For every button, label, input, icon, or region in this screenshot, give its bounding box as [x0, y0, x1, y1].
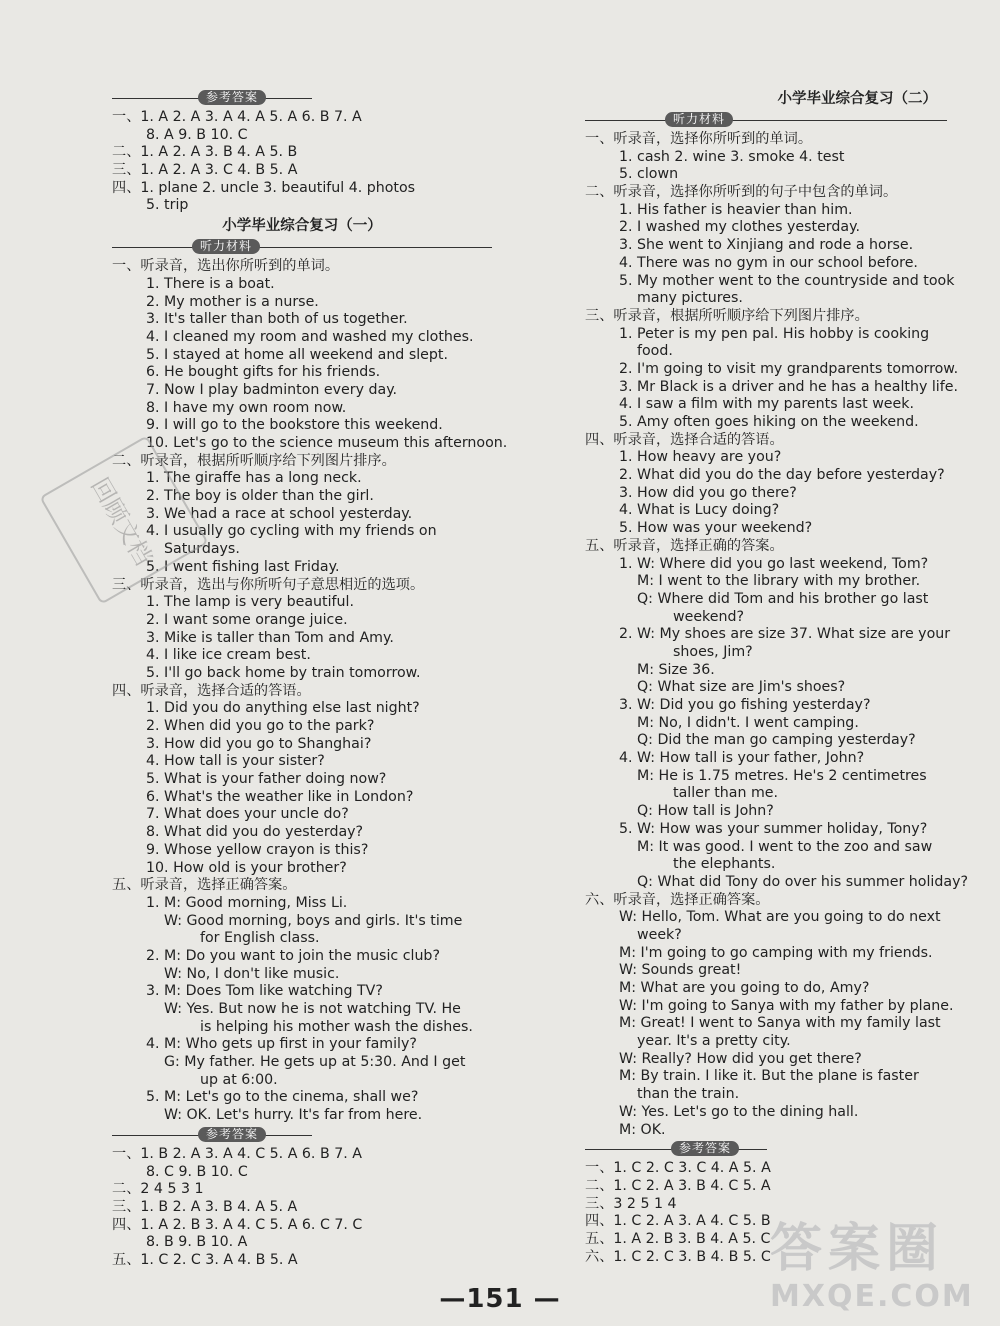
- listening-line: 3. We had a race at school yesterday.: [146, 505, 413, 522]
- listening-line: 4. I cleaned my room and washed my clothes.: [146, 328, 474, 345]
- listening-line: 1. The giraffe has a long neck.: [146, 470, 362, 487]
- listening-line: 4. I usually go cycling with my friends on: [146, 523, 437, 540]
- section-title-review-1: 小学毕业综合复习（一）: [222, 218, 382, 235]
- answers-label: 参考答案: [198, 1127, 266, 1142]
- dialogue-line: Q: How tall is John?: [637, 803, 774, 820]
- dialogue-line: 5. W: How was your summer holiday, Tony?: [619, 820, 928, 837]
- listening-line: 5. What is your father doing now?: [146, 771, 387, 788]
- listening-line: 5. I stayed at home all weekend and slept.: [146, 346, 448, 363]
- dialogue-line: Q: What did Tony do over his summer holiday?: [637, 873, 968, 890]
- dialogue-line: M: It was good. I went to the zoo and saw: [637, 838, 933, 855]
- listening-line: 1. Did you do anything else last night?: [146, 700, 420, 717]
- listening-line: 8. I have my own room now.: [146, 399, 347, 416]
- dialogue-line: 1. M: Good morning, Miss Li.: [146, 894, 348, 911]
- answer-line: 五、1. C 2. C 3. A 4. B 5. A: [112, 1251, 298, 1268]
- answer-line: 一、1. B 2. A 3. A 4. C 5. A 6. B 7. A: [112, 1145, 362, 1162]
- answer-line: 四、1. C 2. A 3. A 4. C 5. B: [585, 1213, 771, 1230]
- dialogue-line: 3. W: Did you go fishing yesterday?: [619, 697, 871, 713]
- dialogue-line: for English class.: [200, 930, 320, 947]
- listening-label: 听力材料: [665, 112, 733, 127]
- dialogue-line: up at 6:00.: [200, 1071, 278, 1088]
- left-column: [112, 88, 508, 1270]
- listening-line: 7. What does your uncle do?: [146, 806, 349, 823]
- watermark-logo-text: 答案圈: [770, 1219, 945, 1279]
- listening-line: 10. Let's go to the science museum this afternoon.: [146, 435, 508, 451]
- dialogue-line: 2. M: Do you want to join the music club?: [146, 947, 440, 964]
- answer-line: 五、1. A 2. B 3. B 4. A 5. C: [585, 1230, 771, 1247]
- dialogue-line: M: What are you going to do, Amy?: [619, 980, 870, 996]
- listening-line: 2. I'm going to visit my grandparents tomorrow.: [619, 360, 959, 377]
- faded-stamp: 回顾文档: [39, 435, 208, 604]
- dialogue-line: is helping his mother wash the dishes.: [200, 1018, 473, 1035]
- listening-line: 9. Whose yellow crayon is this?: [146, 841, 369, 858]
- listening-line: 7. Now I play badminton every day.: [146, 381, 398, 398]
- listening-line: 4. I like ice cream best.: [146, 647, 311, 664]
- listening-banner: [585, 112, 947, 128]
- exercise-heading: 六、听录音，选择正确答案。: [585, 891, 770, 908]
- right-column: [585, 88, 968, 1266]
- exercise-heading: 四、听录音，选择合适的答语。: [585, 431, 784, 448]
- exercise-heading: 五、听录音，选择正确答案。: [112, 877, 297, 894]
- listening-line: many pictures.: [637, 290, 743, 307]
- dialogue-line: M: Size 36.: [637, 661, 715, 678]
- answer-line: 一、1. A 2. A 3. A 4. A 5. A 6. B 7. A: [112, 109, 362, 125]
- listening-line: 5. I'll go back home by train tomorrow.: [146, 664, 421, 681]
- answer-line: 一、1. C 2. C 3. C 4. A 5. A: [585, 1160, 771, 1177]
- dialogue-line: weekend?: [673, 608, 745, 625]
- dialogue-line: shoes, Jim?: [673, 643, 753, 660]
- exercise-heading: 三、听录音，根据所听顺序给下列图片排序。: [585, 307, 869, 324]
- answer-line: 四、1. plane 2. uncle 3. beautiful 4. photos: [112, 179, 416, 196]
- dialogue-line: M: I'm going to go camping with my friends.: [619, 944, 933, 961]
- dialogue-line: week?: [637, 926, 682, 943]
- answer-line: 二、1. C 2. A 3. B 4. C 5. A: [585, 1177, 771, 1194]
- answer-line: 8. C 9. B 10. C: [146, 1163, 248, 1180]
- listening-line: 1. His father is heavier than him.: [619, 201, 853, 218]
- dialogue-line: W: Hello, Tom. What are you going to do next: [619, 909, 941, 926]
- listening-line: 10. How old is your brother?: [146, 859, 347, 876]
- dialogue-line: W: OK. Let's hurry. It's far from here.: [164, 1107, 423, 1124]
- dialogue-line: W: Really? How did you get there?: [619, 1050, 862, 1067]
- listening-line: 3. How did you go there?: [619, 484, 797, 501]
- answer-line: 8. B 9. B 10. A: [146, 1234, 248, 1251]
- listening-line: 1. The lamp is very beautiful.: [146, 594, 354, 611]
- answer-line: 三、1. A 2. A 3. C 4. B 5. A: [112, 162, 298, 179]
- exercise-heading: 二、听录音，根据所听顺序给下列图片排序。: [112, 452, 396, 469]
- dialogue-line: W: I'm going to Sanya with my father by plane.: [619, 997, 954, 1014]
- listening-line: 3. She went to Xinjiang and rode a horse.: [619, 237, 914, 254]
- dialogue-line: M: He is 1.75 metres. He's 2 centimetres: [637, 767, 927, 784]
- listening-line: 4. I saw a film with my parents last week.: [619, 396, 914, 413]
- listening-line: 5. clown: [619, 166, 679, 183]
- listening-line: 1. There is a boat.: [146, 275, 275, 292]
- listening-label: 听力材料: [192, 239, 260, 254]
- listening-line: 6. What's the weather like in London?: [146, 788, 414, 805]
- listening-line: 3. It's taller than both of us together.: [146, 311, 408, 328]
- dialogue-line: W: Yes. Let's go to the dining hall.: [619, 1103, 859, 1120]
- listening-line: 3. Mr Black is a driver and he has a healthy life.: [619, 378, 958, 395]
- dialogue-line: year. It's a pretty city.: [637, 1033, 791, 1050]
- dialogue-line: 2. W: My shoes are size 37. What size are your: [619, 626, 951, 643]
- answer-line: 8. A 9. B 10. C: [146, 126, 248, 143]
- listening-line: 2. The boy is older than the girl.: [146, 488, 374, 505]
- dialogue-line: taller than me.: [673, 785, 779, 802]
- listening-line: 4. What is Lucy doing?: [619, 502, 780, 519]
- watermark-logo: [770, 1218, 1000, 1326]
- answers-banner-top: [112, 90, 492, 106]
- exercise-heading: 二、听录音，选择你所听到的句子中包含的单词。: [585, 184, 898, 201]
- listening-line: 5. I went fishing last Friday.: [146, 558, 340, 575]
- dialogue-line: W: Good morning, boys and girls. It's time: [164, 912, 463, 929]
- listening-line: 2. I washed my clothes yesterday.: [619, 219, 860, 236]
- listening-line: 2. What did you do the day before yesterday?: [619, 467, 945, 484]
- listening-line: 8. What did you do yesterday?: [146, 824, 364, 841]
- listening-banner: [112, 239, 492, 255]
- listening-line: 4. How tall is your sister?: [146, 753, 325, 770]
- dialogue-line: 4. W: How tall is your father, John?: [619, 750, 865, 767]
- answer-line: 三、1. B 2. A 3. B 4. A 5. A: [112, 1198, 298, 1215]
- listening-line: 4. There was no gym in our school before.: [619, 254, 918, 271]
- answer-line: 二、1. A 2. A 3. B 4. A 5. B: [112, 144, 298, 161]
- listening-line: food.: [637, 343, 673, 360]
- listening-line: 2. My mother is a nurse.: [146, 293, 319, 310]
- dialogue-line: than the train.: [637, 1086, 740, 1103]
- answer-line: 六、1. C 2. C 3. B 4. B 5. C: [585, 1248, 771, 1265]
- listening-line: 9. I will go to the bookstore this weekend.: [146, 417, 443, 434]
- listening-line: 2. I want some orange juice.: [146, 611, 348, 628]
- dialogue-line: M: By train. I like it. But the plane is faster: [619, 1068, 919, 1085]
- listening-line: 1. How heavy are you?: [619, 449, 782, 466]
- dialogue-line: M: Great! I went to Sanya with my family last: [619, 1015, 941, 1032]
- listening-line: Saturdays.: [164, 541, 240, 558]
- dialogue-line: W: Yes. But now he is not watching TV. He: [164, 1001, 461, 1017]
- listening-line: 1. cash 2. wine 3. smoke 4. test: [619, 148, 845, 165]
- listening-line: 5. How was your weekend?: [619, 520, 813, 537]
- dialogue-line: Q: What size are Jim's shoes?: [637, 679, 846, 696]
- answers-label: 参考答案: [671, 1141, 739, 1156]
- dialogue-line: Q: Where did Tom and his brother go last: [637, 590, 929, 607]
- page-number: —151 —: [439, 1284, 561, 1314]
- dialogue-line: 3. M: Does Tom like watching TV?: [146, 983, 383, 1000]
- section-title-review-2: 小学毕业综合复习（二）: [777, 91, 937, 107]
- dialogue-line: W: Sounds great!: [619, 962, 742, 979]
- answers-banner-bottom: [112, 1127, 492, 1143]
- answer-line: 四、1. A 2. B 3. A 4. C 5. A 6. C 7. C: [112, 1216, 363, 1233]
- listening-line: 3. How did you go to Shanghai?: [146, 735, 372, 752]
- dialogue-line: M: I went to the library with my brother.: [637, 573, 921, 590]
- exercise-heading: 一、听录音，选出你所听到的单词。: [112, 258, 340, 275]
- exercise-heading: 一、听录音，选择你所听到的单词。: [585, 131, 813, 147]
- dialogue-line: M: No, I didn't. I went camping.: [637, 714, 859, 731]
- dialogue-line: M: OK.: [619, 1121, 666, 1138]
- dialogue-line: the elephants.: [673, 856, 776, 873]
- listening-line: 5. My mother went to the countryside and took: [619, 272, 955, 289]
- answer-line: 5. trip: [146, 197, 189, 214]
- watermark-site-text: MXQE.COM: [770, 1279, 974, 1314]
- dialogue-line: W: No, I don't like music.: [164, 965, 340, 982]
- listening-line: 1. Peter is my pen pal. His hobby is cooking: [619, 325, 930, 342]
- dialogue-line: G: My father. He gets up at 5:30. And I get: [164, 1054, 466, 1071]
- listening-line: 2. When did you go to the park?: [146, 718, 375, 734]
- answer-line: 二、2 4 5 3 1: [112, 1181, 204, 1198]
- listening-line: 6. He bought gifts for his friends.: [146, 364, 381, 381]
- dialogue-line: 1. W: Where did you go last weekend, Tom?: [619, 555, 929, 572]
- dialogue-line: 5. M: Let's go to the cinema, shall we?: [146, 1089, 419, 1106]
- listening-line: 3. Mike is taller than Tom and Amy.: [146, 629, 394, 646]
- dialogue-line: 4. M: Who gets up first in your family?: [146, 1036, 417, 1053]
- answers-banner: [585, 1141, 947, 1157]
- listening-line: 5. Amy often goes hiking on the weekend.: [619, 414, 919, 430]
- exercise-heading: 三、听录音，选出与你所听句子意思相近的选项。: [112, 576, 425, 593]
- answers-label: 参考答案: [198, 90, 266, 105]
- exercise-heading: 五、听录音，选择正确的答案。: [585, 537, 784, 554]
- dialogue-line: Q: Did the man go camping yesterday?: [637, 732, 916, 749]
- exercise-heading: 四、听录音，选择合适的答语。: [112, 682, 311, 699]
- answer-line: 三、3 2 5 1 4: [585, 1195, 677, 1212]
